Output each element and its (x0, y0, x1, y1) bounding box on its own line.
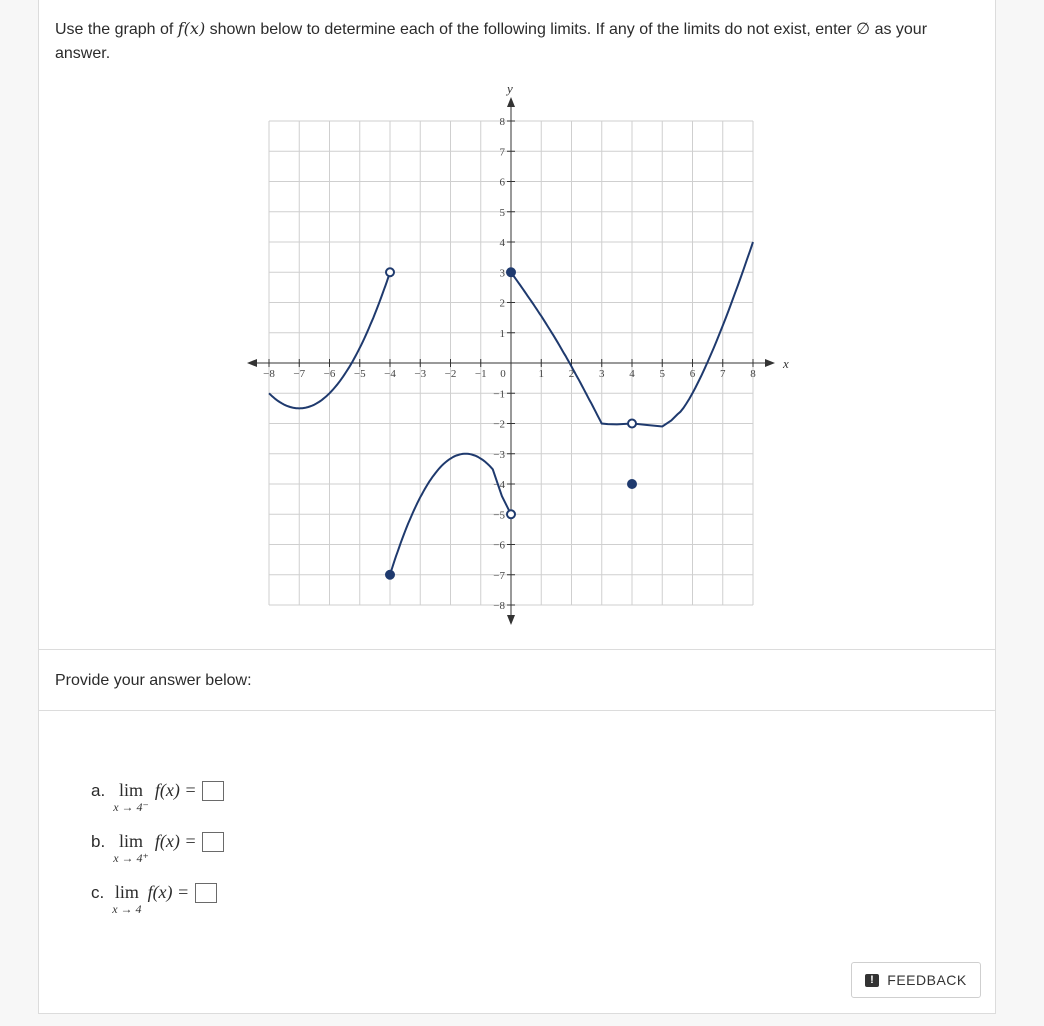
x-tick-label: 0 (500, 368, 506, 380)
x-tick-label: −3 (414, 368, 427, 380)
answer-b (91, 830, 224, 870)
answer-a-lim-sub: x → 4⁻ (113, 800, 149, 814)
answer-c-lim-sub: x → 4 (112, 902, 142, 916)
x-tick-label: −7 (293, 368, 306, 380)
x-tick-label: 2 (568, 368, 575, 380)
function-graph (39, 0, 995, 639)
x-tick-label: −6 (323, 368, 336, 380)
y-tick-label: −2 (493, 418, 505, 431)
x-axis-arrow-left (247, 359, 257, 367)
x-axis-arrow-right (765, 359, 775, 367)
y-tick-label: 8 (499, 116, 505, 128)
open-point (386, 268, 394, 276)
answer-b-input[interactable] (202, 832, 224, 852)
answer-b-fx: f(x) = (154, 831, 197, 851)
y-tick-label: 5 (499, 206, 505, 219)
answer-a-letter: a. (91, 781, 106, 800)
closed-point (628, 480, 636, 488)
y-axis-arrow-up (507, 97, 515, 107)
question-part1: Use the graph of (55, 21, 178, 38)
x-tick-label: 4 (629, 368, 635, 380)
y-tick-label: −3 (493, 448, 505, 461)
answer-b-lim-sub: x → 4⁺ (113, 851, 149, 865)
x-axis-label: x (783, 356, 789, 371)
y-tick-label: −6 (493, 539, 505, 552)
y-tick-label: 1 (499, 327, 505, 340)
x-tick-label: −2 (444, 368, 457, 380)
divider-bottom (39, 710, 995, 711)
answer-c (91, 881, 217, 921)
x-tick-label: 7 (720, 368, 726, 380)
y-tick-label: 3 (499, 267, 505, 280)
answer-a-fx: f(x) = (154, 780, 197, 800)
question-fx: f(x) (177, 19, 206, 38)
answer-b-letter: b. (91, 832, 106, 851)
answer-a-lim (113, 779, 149, 813)
divider-top (39, 649, 995, 650)
answer-b-lim (113, 830, 149, 864)
x-tick-label: −4 (384, 368, 396, 380)
x-tick-label: −1 (474, 368, 487, 380)
x-tick-label: 8 (750, 368, 756, 380)
y-tick-label: −1 (493, 388, 505, 401)
graph-tick-labels (263, 81, 789, 612)
closed-point (386, 571, 394, 579)
y-axis-label: y (507, 81, 513, 96)
y-tick-label: 6 (499, 176, 505, 189)
x-tick-label: 3 (599, 368, 605, 380)
answer-a-lim-word: lim (119, 780, 144, 800)
feedback-icon: ! (865, 974, 879, 987)
question-card (38, 0, 996, 1014)
answer-c-lim (112, 881, 141, 915)
answer-a-input[interactable] (202, 781, 224, 801)
answer-c-input[interactable] (195, 883, 217, 903)
x-tick-label: 1 (538, 368, 544, 380)
x-tick-label: 6 (689, 368, 696, 380)
closed-point (507, 268, 515, 276)
answer-c-lim-word: lim (114, 882, 139, 902)
answer-b-lim-word: lim (119, 831, 144, 851)
question-part2: shown below to determine each of the following limits. If any of the limits do not exist, enter ∅ as your answer. (55, 21, 928, 62)
feedback-label: FEEDBACK (887, 972, 967, 988)
y-tick-label: 2 (499, 297, 505, 310)
y-tick-label: −5 (493, 509, 505, 522)
open-point (628, 420, 636, 428)
y-tick-label: 7 (499, 146, 505, 159)
answer-c-fx: f(x) = (147, 882, 190, 902)
y-tick-label: 4 (499, 237, 505, 249)
provide-label: Provide your answer below: (55, 672, 252, 689)
y-axis-arrow-down (507, 615, 515, 625)
x-tick-label: −5 (353, 368, 366, 380)
answer-a (91, 779, 224, 819)
y-tick-label: −8 (493, 600, 505, 612)
x-tick-label: −8 (263, 368, 275, 380)
graph-axes (247, 97, 775, 625)
x-tick-label: 5 (659, 368, 665, 380)
feedback-button[interactable] (851, 962, 981, 998)
open-point (507, 510, 515, 518)
y-tick-label: −7 (493, 569, 505, 582)
y-tick-label: −4 (493, 479, 505, 491)
answer-c-letter: c. (91, 883, 105, 902)
